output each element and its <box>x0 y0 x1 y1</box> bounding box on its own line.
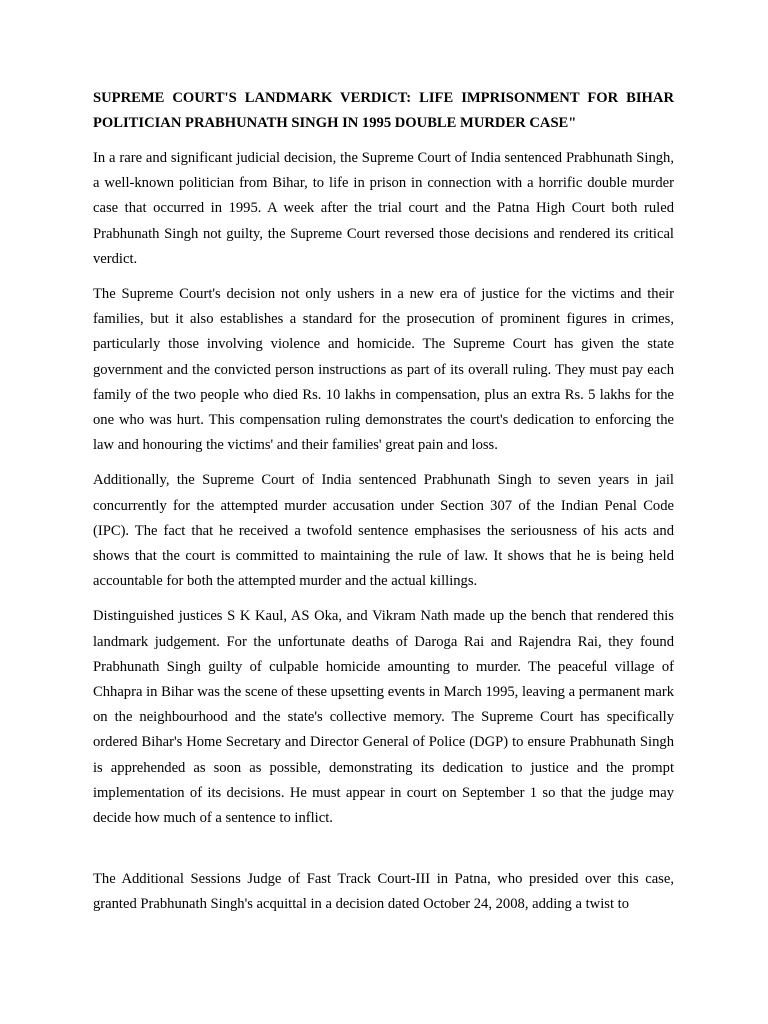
paragraph-1: In a rare and significant judicial decision, the Supreme Court of India sentenced Prabhunath Singh, a well-known politician from Bihar, to life in prison in connection with a horrific double murder case that occurred in 1995. A week after the trial court and the Patna High Court both ruled Prabhunath Singh not guilty, the Supreme Court reversed those decisions and rendered its critical verdict. <box>93 150 674 267</box>
document-title: SUPREME COURT'S LANDMARK VERDICT: LIFE IMPRISONMENT FOR BIHAR POLITICIAN PRABHUNATH SINGH IN 1995 DOUBLE MURDER CASE" <box>93 90 674 131</box>
paragraph-4: Distinguished justices S K Kaul, AS Oka, and Vikram Nath made up the bench that rendered this landmark judgement. For the unfortunate deaths of Daroga Rai and Rajendra Rai, they found Prabhunath Singh guilty of culpable homicide amounting to murder. The peaceful village of Chhapra in Bihar was the scene of these upsetting events in March 1995, leaving a permanent mark on the neighbourhood and the state's collective memory. The Supreme Court has specifically ordered Bihar's Home Secretary and Director General of Police (DGP) to ensure Prabhunath Singh is apprehended as soon as possible, demonstrating its dedication to justice and the prompt implementation of its decisions. He must appear in court on September 1 so that the judge may decide how much of a sentence to inflict. <box>93 608 674 827</box>
paragraph-2: The Supreme Court's decision not only ushers in a new era of justice for the victims and their families, but it also establishes a standard for the prosecution of prominent figures in crimes, particularly those involving violence and homicide. The Supreme Court has given the state government and the convicted person instructions as part of its overall ruling. They must pay each family of the two people who died Rs. 10 lakhs in compensation, plus an extra Rs. 5 lakhs for the one who was hurt. This compensation ruling demonstrates the court's dedication to enforcing the law and honouring the victims' and their families' great pain and loss. <box>93 286 674 454</box>
paragraph-3: Additionally, the Supreme Court of India sentenced Prabhunath Singh to seven years in jail concurrently for the attempted murder accusation under Section 307 of the Indian Penal Code (IPC). The fact that he received a twofold sentence emphasises the seriousness of his acts and shows that the court is committed to maintaining the rule of law. It shows that he is being held accountable for both the attempted murder and the actual killings. <box>93 472 674 590</box>
paragraph-5: The Additional Sessions Judge of Fast Track Court-III in Patna, who presided over this case, granted Prabhunath Singh's acquittal in a decision dated October 24, 2008, adding a twist to <box>93 871 674 913</box>
document-page <box>93 86 674 928</box>
